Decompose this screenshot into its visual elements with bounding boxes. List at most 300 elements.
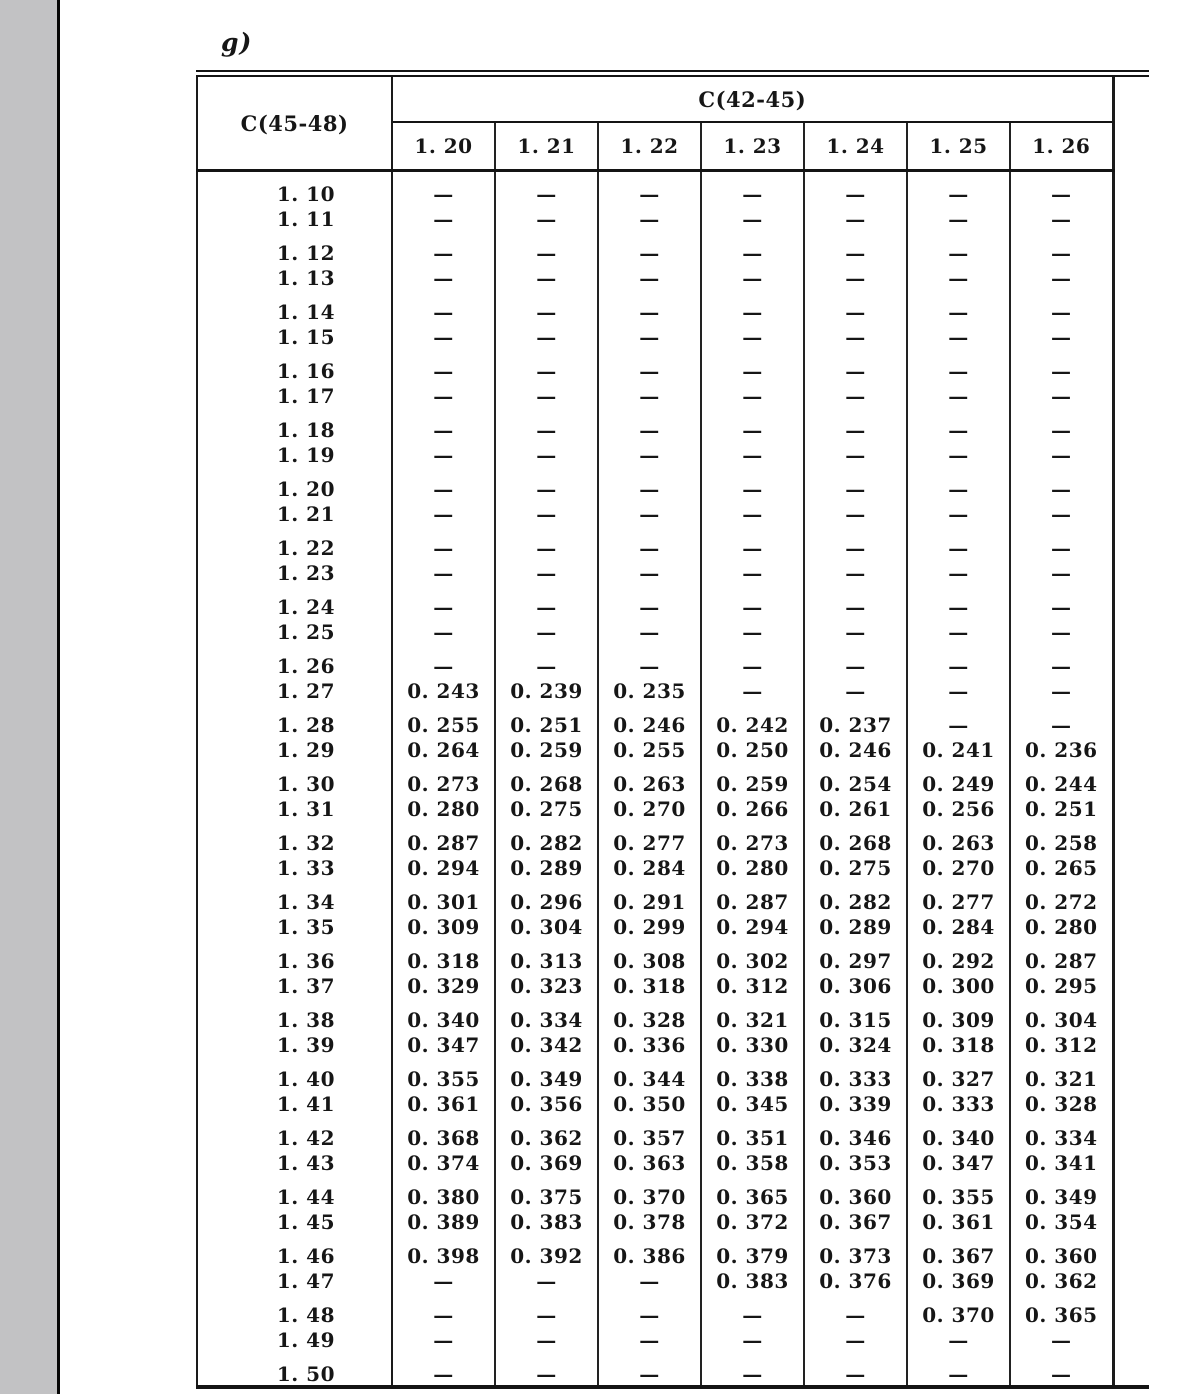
cell: — (392, 644, 495, 678)
cell: 0. 372 (701, 1209, 804, 1234)
cell: 0. 263 (907, 821, 1010, 855)
cell: 0. 309 (907, 998, 1010, 1032)
table-row (197, 585, 1113, 619)
page-edge-line (57, 0, 60, 1394)
cell: 0. 263 (598, 762, 701, 796)
cell: 0. 308 (598, 939, 701, 973)
column-header: 1. 26 (1010, 122, 1113, 171)
cell: — (701, 408, 804, 442)
cell: 0. 380 (392, 1175, 495, 1209)
cell: — (598, 501, 701, 526)
cell: — (907, 265, 1010, 290)
table-row (197, 678, 1113, 703)
cell: 0. 280 (701, 855, 804, 880)
cell: 0. 324 (804, 1032, 907, 1057)
cell: — (495, 290, 598, 324)
cell: 0. 304 (495, 914, 598, 939)
cell: 0. 277 (598, 821, 701, 855)
cell: — (701, 171, 804, 207)
cell: 0. 289 (495, 855, 598, 880)
cell: — (495, 501, 598, 526)
cell: 0. 374 (392, 1150, 495, 1175)
cell: 0. 329 (392, 973, 495, 998)
cell: — (701, 231, 804, 265)
cell: — (907, 383, 1010, 408)
cell: — (804, 349, 907, 383)
cell: 0. 334 (495, 998, 598, 1032)
cell: — (392, 349, 495, 383)
cell: 0. 333 (804, 1057, 907, 1091)
cell: — (1010, 526, 1113, 560)
cell: 0. 254 (804, 762, 907, 796)
cell: 0. 275 (495, 796, 598, 821)
cell: — (1010, 467, 1113, 501)
cell: 0. 266 (701, 796, 804, 821)
row-header: 1. 27 (197, 678, 392, 703)
cell: 0. 345 (701, 1091, 804, 1116)
cell: — (804, 442, 907, 467)
cell: — (495, 1352, 598, 1386)
cell: — (907, 442, 1010, 467)
cell: — (598, 442, 701, 467)
cell: — (598, 324, 701, 349)
cell: — (907, 678, 1010, 703)
cell: 0. 338 (701, 1057, 804, 1091)
cell: 0. 301 (392, 880, 495, 914)
cell: 0. 389 (392, 1209, 495, 1234)
row-header: 1. 40 (197, 1057, 392, 1091)
cell: 0. 246 (804, 737, 907, 762)
cell: — (392, 408, 495, 442)
cell: — (907, 324, 1010, 349)
row-header: 1. 33 (197, 855, 392, 880)
cell: 0. 294 (701, 914, 804, 939)
cell: 0. 398 (392, 1234, 495, 1268)
table-row (197, 1352, 1113, 1386)
cell: 0. 375 (495, 1175, 598, 1209)
cell: — (598, 467, 701, 501)
cell: — (1010, 171, 1113, 207)
cell: 0. 282 (495, 821, 598, 855)
cell: — (1010, 644, 1113, 678)
cell: — (1010, 383, 1113, 408)
cell: 0. 362 (495, 1116, 598, 1150)
cell: 0. 327 (907, 1057, 1010, 1091)
cell: — (598, 560, 701, 585)
row-header: 1. 20 (197, 467, 392, 501)
table-row (197, 206, 1113, 231)
cell: 0. 347 (392, 1032, 495, 1057)
cell: — (701, 206, 804, 231)
cell: — (392, 501, 495, 526)
cell: 0. 309 (392, 914, 495, 939)
column-header: 1. 22 (598, 122, 701, 171)
table-row (197, 526, 1113, 560)
cell: — (495, 383, 598, 408)
cell: — (1010, 1352, 1113, 1386)
lookup-table-area (196, 70, 1149, 1389)
cell: 0. 361 (392, 1091, 495, 1116)
cell: — (1010, 290, 1113, 324)
cell: 0. 339 (804, 1091, 907, 1116)
cell: — (598, 585, 701, 619)
cell: 0. 272 (1010, 880, 1113, 914)
cell: 0. 354 (1010, 1209, 1113, 1234)
cell: — (392, 1352, 495, 1386)
cell: — (1010, 619, 1113, 644)
row-header: 1. 14 (197, 290, 392, 324)
cell: — (495, 324, 598, 349)
row-header: 1. 11 (197, 206, 392, 231)
cell: — (1010, 324, 1113, 349)
cell: — (907, 585, 1010, 619)
cell: — (701, 383, 804, 408)
cell: — (804, 467, 907, 501)
cell: — (598, 383, 701, 408)
cell: 0. 256 (907, 796, 1010, 821)
cell: 0. 346 (804, 1116, 907, 1150)
row-header: 1. 42 (197, 1116, 392, 1150)
cell: — (701, 619, 804, 644)
cell: 0. 360 (1010, 1234, 1113, 1268)
table-row (197, 855, 1113, 880)
table-row (197, 442, 1113, 467)
cell: — (1010, 501, 1113, 526)
cell: — (804, 265, 907, 290)
row-header: 1. 16 (197, 349, 392, 383)
cell: — (804, 290, 907, 324)
cell: 0. 328 (1010, 1091, 1113, 1116)
cell: — (1010, 206, 1113, 231)
cell: — (907, 206, 1010, 231)
cell: — (804, 324, 907, 349)
cell: — (495, 231, 598, 265)
cell: — (495, 585, 598, 619)
table-row (197, 1150, 1113, 1175)
cell: 0. 295 (1010, 973, 1113, 998)
row-header: 1. 31 (197, 796, 392, 821)
cell: 0. 280 (1010, 914, 1113, 939)
table-row (197, 467, 1113, 501)
cell: — (804, 408, 907, 442)
cell: — (701, 442, 804, 467)
cell: — (598, 1293, 701, 1327)
cell: — (804, 206, 907, 231)
cell: — (804, 526, 907, 560)
cell: — (804, 501, 907, 526)
cell: — (392, 585, 495, 619)
table-row (197, 1091, 1113, 1116)
cell: 0. 258 (1010, 821, 1113, 855)
cell: 0. 379 (701, 1234, 804, 1268)
cell: — (907, 467, 1010, 501)
row-header: 1. 21 (197, 501, 392, 526)
cell: 0. 280 (392, 796, 495, 821)
cell: — (495, 560, 598, 585)
cell: 0. 296 (495, 880, 598, 914)
cell: — (907, 349, 1010, 383)
cell: — (392, 290, 495, 324)
cell: 0. 356 (495, 1091, 598, 1116)
cell: 0. 315 (804, 998, 907, 1032)
row-header: 1. 35 (197, 914, 392, 939)
cell: 0. 355 (392, 1057, 495, 1091)
table-row (197, 501, 1113, 526)
cell: — (907, 644, 1010, 678)
figure-label: g) (221, 28, 253, 57)
cell: — (804, 171, 907, 207)
cell: 0. 251 (495, 703, 598, 737)
row-header: 1. 47 (197, 1268, 392, 1293)
cell: — (1010, 678, 1113, 703)
table-row (197, 737, 1113, 762)
cell: 0. 370 (907, 1293, 1010, 1327)
cell: 0. 259 (701, 762, 804, 796)
table-row (197, 349, 1113, 383)
table-row (197, 821, 1113, 855)
cell: 0. 292 (907, 939, 1010, 973)
cell: 0. 336 (598, 1032, 701, 1057)
row-header: 1. 37 (197, 973, 392, 998)
row-header: 1. 46 (197, 1234, 392, 1268)
cell: — (1010, 231, 1113, 265)
cell: 0. 312 (701, 973, 804, 998)
row-header: 1. 41 (197, 1091, 392, 1116)
cell: — (701, 526, 804, 560)
cell: — (392, 171, 495, 207)
cell: 0. 318 (598, 973, 701, 998)
row-header: 1. 10 (197, 171, 392, 207)
cell: 0. 302 (701, 939, 804, 973)
cell: — (495, 1293, 598, 1327)
table-row (197, 619, 1113, 644)
table-row (197, 560, 1113, 585)
cell: 0. 334 (1010, 1116, 1113, 1150)
cell: — (701, 467, 804, 501)
cell: — (598, 644, 701, 678)
cell: — (804, 678, 907, 703)
cell: 0. 363 (598, 1150, 701, 1175)
table-row (197, 880, 1113, 914)
cell: 0. 268 (804, 821, 907, 855)
cell: 0. 304 (1010, 998, 1113, 1032)
table-row (197, 914, 1113, 939)
cell: — (392, 1293, 495, 1327)
cell: — (392, 442, 495, 467)
column-header: 1. 20 (392, 122, 495, 171)
table-row (197, 1327, 1113, 1352)
cell: 0. 365 (1010, 1293, 1113, 1327)
cell: — (701, 560, 804, 585)
cell: 0. 273 (392, 762, 495, 796)
cell: 0. 275 (804, 855, 907, 880)
cell: — (907, 171, 1010, 207)
cell: 0. 349 (495, 1057, 598, 1091)
cell: — (701, 265, 804, 290)
cell: 0. 323 (495, 973, 598, 998)
cell: 0. 365 (701, 1175, 804, 1209)
row-header: 1. 38 (197, 998, 392, 1032)
cell: — (1010, 265, 1113, 290)
table-row (197, 1057, 1113, 1091)
cell: 0. 376 (804, 1268, 907, 1293)
row-header: 1. 44 (197, 1175, 392, 1209)
cell: — (495, 467, 598, 501)
row-header: 1. 36 (197, 939, 392, 973)
cell: — (907, 1327, 1010, 1352)
col-axis-label: C(42-45) (392, 77, 1113, 122)
cell: 0. 357 (598, 1116, 701, 1150)
cell: 0. 358 (701, 1150, 804, 1175)
cell: — (1010, 349, 1113, 383)
table-row (197, 1234, 1113, 1268)
column-header: 1. 23 (701, 122, 804, 171)
cell: — (907, 290, 1010, 324)
cell: — (598, 171, 701, 207)
cell: — (907, 619, 1010, 644)
cell: — (1010, 560, 1113, 585)
cell: — (598, 619, 701, 644)
cell: 0. 259 (495, 737, 598, 762)
cell: 0. 362 (1010, 1268, 1113, 1293)
cell: 0. 261 (804, 796, 907, 821)
cell: — (804, 1327, 907, 1352)
cell: — (495, 171, 598, 207)
cell: — (1010, 703, 1113, 737)
cell: 0. 350 (598, 1091, 701, 1116)
row-header: 1. 30 (197, 762, 392, 796)
cell: — (907, 231, 1010, 265)
cell: — (701, 1352, 804, 1386)
table-top-rule (196, 70, 1149, 77)
cell: 0. 355 (907, 1175, 1010, 1209)
cell: — (907, 408, 1010, 442)
cell: 0. 369 (495, 1150, 598, 1175)
cell: — (804, 619, 907, 644)
cell: 0. 277 (907, 880, 1010, 914)
cell: 0. 342 (495, 1032, 598, 1057)
cell: — (804, 1293, 907, 1327)
cell: 0. 344 (598, 1057, 701, 1091)
row-header: 1. 19 (197, 442, 392, 467)
table-row (197, 644, 1113, 678)
cell: 0. 299 (598, 914, 701, 939)
cell: — (392, 206, 495, 231)
table-row (197, 408, 1113, 442)
cell: 0. 246 (598, 703, 701, 737)
cell: 0. 351 (701, 1116, 804, 1150)
cell: — (701, 349, 804, 383)
cell: — (907, 560, 1010, 585)
cell: — (701, 290, 804, 324)
table-row (197, 290, 1113, 324)
cell: — (804, 560, 907, 585)
cell: — (701, 1327, 804, 1352)
cell: 0. 306 (804, 973, 907, 998)
cell: 0. 368 (392, 1116, 495, 1150)
cell: — (804, 585, 907, 619)
table-row (197, 796, 1113, 821)
table-row (197, 1032, 1113, 1057)
row-header: 1. 12 (197, 231, 392, 265)
cell: — (1010, 442, 1113, 467)
cell: 0. 270 (907, 855, 1010, 880)
cell: 0. 287 (392, 821, 495, 855)
cell: 0. 367 (907, 1234, 1010, 1268)
cell: — (392, 619, 495, 644)
table-row (197, 171, 1113, 207)
cell: — (598, 526, 701, 560)
table-row (197, 939, 1113, 973)
cell: 0. 287 (1010, 939, 1113, 973)
cell: 0. 360 (804, 1175, 907, 1209)
table-row (197, 973, 1113, 998)
cell: — (1010, 585, 1113, 619)
cell: — (495, 644, 598, 678)
cell: 0. 353 (804, 1150, 907, 1175)
cell: — (907, 703, 1010, 737)
cell: 0. 287 (701, 880, 804, 914)
cell: — (392, 231, 495, 265)
cell: — (804, 383, 907, 408)
cell: 0. 255 (392, 703, 495, 737)
row-header: 1. 26 (197, 644, 392, 678)
cell: — (495, 1268, 598, 1293)
row-header: 1. 34 (197, 880, 392, 914)
cell: — (701, 1293, 804, 1327)
cell: 0. 297 (804, 939, 907, 973)
cell: — (598, 290, 701, 324)
table-row (197, 1293, 1113, 1327)
column-header: 1. 24 (804, 122, 907, 171)
row-header: 1. 32 (197, 821, 392, 855)
row-header: 1. 25 (197, 619, 392, 644)
cell: — (392, 265, 495, 290)
cell: — (392, 1327, 495, 1352)
table-row (197, 1268, 1113, 1293)
cell: 0. 328 (598, 998, 701, 1032)
cell: 0. 289 (804, 914, 907, 939)
cell: 0. 265 (1010, 855, 1113, 880)
cell: 0. 294 (392, 855, 495, 880)
cell: 0. 318 (907, 1032, 1010, 1057)
cell: — (701, 644, 804, 678)
cell: — (495, 619, 598, 644)
cell: 0. 270 (598, 796, 701, 821)
cell: — (598, 1352, 701, 1386)
row-header: 1. 39 (197, 1032, 392, 1057)
table-row (197, 1175, 1113, 1209)
cell: 0. 268 (495, 762, 598, 796)
cell: — (495, 349, 598, 383)
row-header: 1. 28 (197, 703, 392, 737)
cell: 0. 369 (907, 1268, 1010, 1293)
cell: — (392, 383, 495, 408)
cell: 0. 349 (1010, 1175, 1113, 1209)
table-body (197, 171, 1113, 1387)
cell: 0. 239 (495, 678, 598, 703)
row-header: 1. 17 (197, 383, 392, 408)
row-header: 1. 49 (197, 1327, 392, 1352)
row-header: 1. 48 (197, 1293, 392, 1327)
cell: 0. 340 (392, 998, 495, 1032)
cell: — (392, 324, 495, 349)
cell: — (1010, 408, 1113, 442)
cell: 0. 321 (1010, 1057, 1113, 1091)
cell: 0. 235 (598, 678, 701, 703)
row-header: 1. 23 (197, 560, 392, 585)
row-header: 1. 29 (197, 737, 392, 762)
